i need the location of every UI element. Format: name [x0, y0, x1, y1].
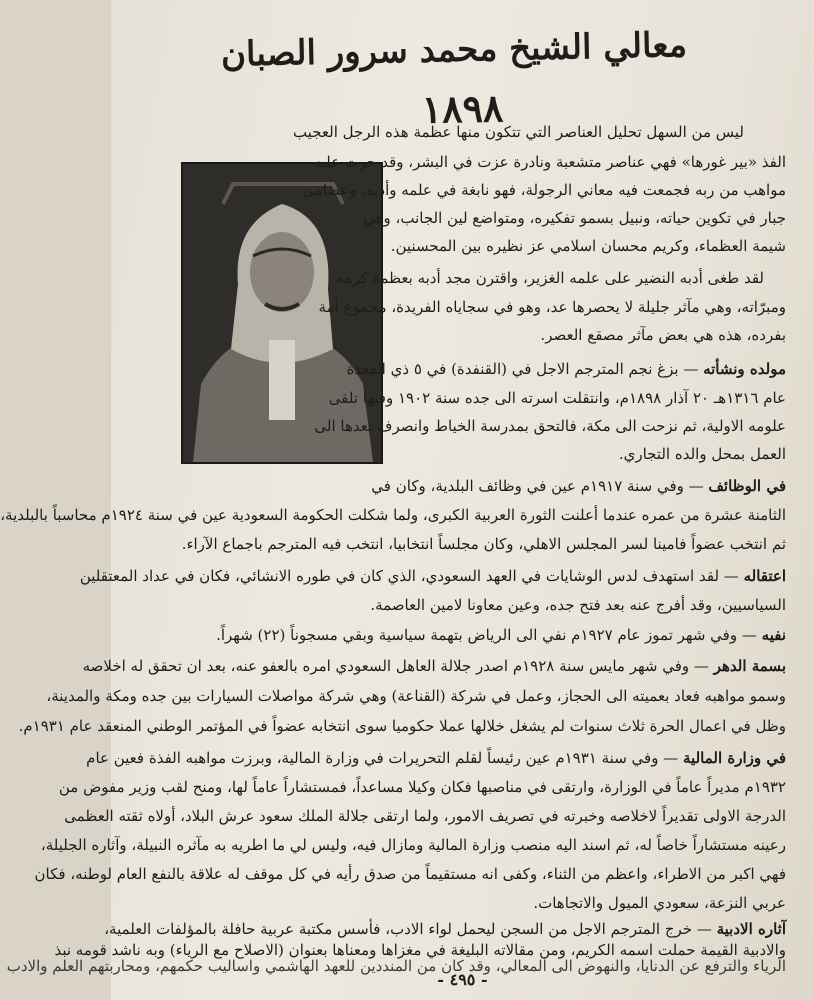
- text-span: بزغ نجم المترجم الاجل في (القنفدة) في ٥ ذي القعدة: [346, 360, 679, 378]
- text-line: الدرجة الاولى تقديراً لاخلاصه وخبرته في تصريف الامور، ولما ارتقى جلالة الملك سعود عرش البلاد، أولاه ثقته العظمى: [64, 807, 786, 825]
- text-line: نفيه — وفي شهر تموز عام ١٩٢٧م نفي الى الرياض بتهمة سياسية وبقي مسجوناً (٢٢) شهراً.: [216, 626, 786, 644]
- section-heading-fortune: بسمة الدهر: [713, 657, 786, 675]
- text-line: رعينه مستشاراً خاصاً له، ثم اسند اليه منصب وزارة المالية ومازال فيه، وليس لي ما اطريه به مآثره النبيلة، وآثاره الجليلة،: [40, 836, 786, 854]
- text-line: الفذ «بير غورها» فهي عناصر متشعبة ونادرة عزت في البشر، وقد جرت عليه: [313, 153, 786, 171]
- page-number-value: - ٤٩٥ -: [437, 970, 487, 989]
- page-title: معالي الشيخ محمد سرور الصبان: [220, 25, 688, 75]
- text-line: عام ١٣١٦هـ ٢٠ آذار ١٨٩٨م، وانتقلت اسرته الى جده سنة ١٩٠٢ وفيها تلقى: [328, 389, 786, 407]
- text-line: مولده ونشأته — بزغ نجم المترجم الاجل في (القنفدة) في ٥ ذي القعدة: [346, 360, 786, 378]
- text-line: وظل في اعمال الحرة ثلاث سنوات لم يشغل خلالها عملا حكوميا سوى انتخابه عضواً في المؤتمر الوطني المنعقد عام ١٩٣١م.: [18, 717, 786, 735]
- text-line: مواهب من ربه فجمعت فيه معاني الرجولة، فهو نابغة في علمه وأدبه، وعصامي: [302, 181, 786, 199]
- text-line: آثاره الادبية — خرج المترجم الاجل من السجن ليحمل لواء الادب، فأسس مكتبة عربية حافلة بالمؤلفات العلمية،: [104, 920, 786, 938]
- text-line: الرياء والترفع عن الدنايا، والنهوض الى المعالي، وقد كان من المنددين للعهد الهاشمي واساليب حكمهم، ومحاربتهم العلم والادب: [6, 957, 786, 975]
- section-heading-finance: في وزارة المالية: [683, 749, 786, 767]
- section-heading-works: آثاره الادبية: [716, 920, 786, 938]
- text-span: لقد استهدف لدس الوشايات في العهد السعودي، الذي كان في طوره الانشائي، فكان في عداد المعتقلين: [79, 567, 720, 585]
- text-line: بفرده، هذه هي بعض مآثر مصقع العصر.: [540, 326, 786, 344]
- section-heading-jobs: في الوظائف: [708, 477, 786, 495]
- text-line: شيمة العظماء، وكريم محسان اسلامي عز نظيره بين المحسنين.: [390, 237, 786, 255]
- text-span: وفي شهر مايس سنة ١٩٢٨م اصدر جلالة العاهل السعودي امره بالعفو عنه، بعد ان تحقق له اخلاصه: [82, 657, 690, 675]
- text-line: لقد طغى أدبه النضير على علمه الغزير، واقترن مجد أدبه بعظمة كرمه: [336, 269, 764, 287]
- text-line: في وزارة المالية — وفي سنة ١٩٣١م عين رئيساً لقلم التحريرات في وزارة المالية، وبرزت مواهبه الفذة فعين عام: [86, 749, 786, 767]
- text-line: بسمة الدهر — وفي شهر مايس سنة ١٩٢٨م اصدر جلالة العاهل السعودي امره بالعفو عنه، بعد ان تحقق له اخلاصه: [82, 657, 786, 675]
- text-line: فهي اكبر من الاطراء، واعظم من الثناء، وكفى انه مستقيماً من صدق رأيه في كل موقف له علاقة بالنفع العام لوطنه، فكان: [34, 865, 786, 883]
- text-span: وفي سنة ١٩٣١م عين رئيساً لقلم التحريرات في وزارة المالية، وبرزت مواهبه الفذة فعين عام: [86, 749, 659, 767]
- text-span: خرج المترجم الاجل من السجن ليحمل لواء الادب، فأسس مكتبة عربية حافلة بالمؤلفات العلمية،: [104, 920, 693, 938]
- text-line: السياسيين، وقد أفرج عنه بعد فتح جده، وعين معاونا لامين العاصمة.: [370, 596, 786, 614]
- text-line: ليس من السهل تحليل العناصر التي تتكون منها عظمة هذه الرجل العجيب: [292, 123, 744, 141]
- text-line: اعتقاله — لقد استهدف لدس الوشايات في العهد السعودي، الذي كان في طوره الانشائي، فكان في عداد المعتقلين: [79, 567, 786, 585]
- section-heading-exile: نفيه: [761, 626, 786, 644]
- text-line: في الوظائف — وفي سنة ١٩١٧م عين في وظائف البلدية، وكان في: [371, 477, 786, 495]
- text-line: علومه الاولية، ثم نزحت الى مكة، فالتحق بمدرسة الخياط وانصرف بعدها الى: [314, 417, 786, 435]
- page-number: [111, 970, 814, 989]
- text-line: عربي النزعة، سعودي الميول والاتجاهات.: [533, 894, 786, 912]
- section-heading-birth: مولده ونشأته: [703, 360, 786, 378]
- text-span: وفي شهر تموز عام ١٩٢٧م نفي الى الرياض بتهمة سياسية وبقي مسجوناً (٢٢) شهراً.: [216, 626, 738, 644]
- birth-year: ١٨٩٨: [421, 85, 504, 132]
- text-span: وفي سنة ١٩١٧م عين في وظائف البلدية، وكان في: [371, 477, 684, 495]
- text-line: والادبية القيمة حملت اسمه الكريم، ومن مقالاته البليغة في مغزاها ومعناها بعنوان (الاصلاح مع الرياء) وبه ناشد قومه نبذ: [54, 941, 786, 959]
- text-line: ١٩٣٢م مديراً عاماً في الوزارة، وارتقى في مناصبها فكان وكيلا مساعداً، فمستشاراً عاماً لها، ومنح لقب وزير مفوض من: [58, 778, 786, 796]
- text-line: العمل بمحل والده التجاري.: [618, 445, 786, 463]
- text-line: ثم انتخب عضواً فامينا لسر المجلس الاهلي، وكان مجلساً انتخابيا، انتخب فيه المترجم باجماع الآراء.: [181, 535, 786, 553]
- text-line: الثامنة عشرة من عمره عندما أعلنت الثورة العربية الكبرى، ولما شكلت الحكومة السعودية عين في سنة ١٩٢٤م محاسباً بالبلدية،: [0, 506, 786, 524]
- section-heading-arrest: اعتقاله: [743, 567, 786, 585]
- text-line: جبار في تكوين حياته، ونبيل بسمو تفكيره، ومتواضع لين الجانب، وهي: [363, 209, 786, 227]
- text-line: ومبرّاته، وهي مآثر جليلة لا يحصرها عد، وهو في سجاياه الفريدة، مجموع أمة: [318, 298, 786, 316]
- text-line: وسمو مواهبه فعاد بعميته الى الحجاز، وعمل في شركة (القناعة) وهي شركة مواصلات السيارات بين جده ومكة والمدينة،: [46, 687, 786, 705]
